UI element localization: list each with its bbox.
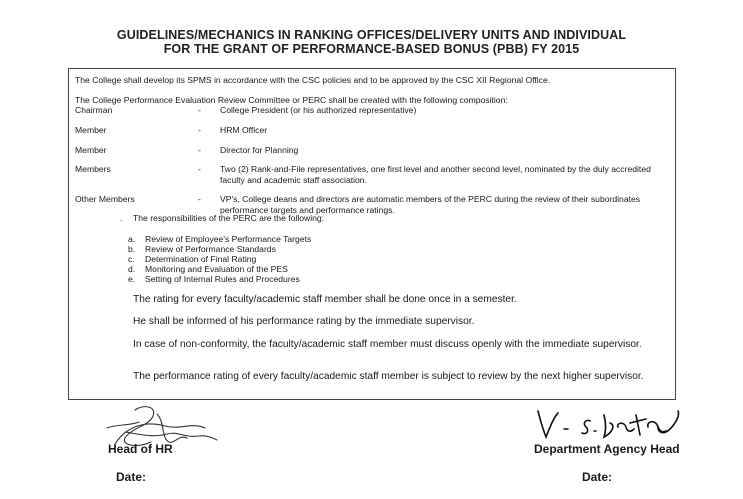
composition-desc-planning: Director for Planning bbox=[220, 145, 299, 155]
responsibility-item: Setting of Internal Rules and Procedures bbox=[145, 274, 300, 284]
composition-role-member-planning: Member bbox=[75, 145, 107, 155]
intro-paragraph-1: The College shall develop its SPMS in accordance with the CSC policies and to be approved by the CSC XII Regional Office. bbox=[75, 75, 551, 85]
responsibility-item: Monitoring and Evaluation of the PES bbox=[145, 264, 288, 274]
composition-role-member-hrm: Member bbox=[75, 125, 107, 135]
composition-separator: - bbox=[198, 164, 201, 174]
composition-role-chairman: Chairman bbox=[75, 105, 113, 115]
responsibility-item: Determination of Final Rating bbox=[145, 254, 257, 264]
composition-separator: - bbox=[198, 125, 201, 135]
head-of-hr-label: Head of HR bbox=[108, 442, 173, 456]
composition-separator: - bbox=[198, 145, 201, 155]
department-head-date-label: Date: bbox=[582, 470, 613, 484]
responsibility-letter: d. bbox=[128, 264, 136, 274]
composition-desc-members: Two (2) Rank-and-File representatives, one first level and another second level, nominated by the duly accredited faculty and academic staff association. bbox=[220, 164, 651, 185]
head-of-hr-date-label: Date: bbox=[116, 470, 147, 484]
document-title-line-1: GUIDELINES/MECHANICS IN RANKING OFFICES/DELIVERY UNITS AND INDIVIDUAL bbox=[116, 28, 627, 42]
statement-informed: He shall be informed of his performance rating by the immediate supervisor. bbox=[133, 316, 475, 327]
composition-desc-other-members: VP's, College deans and directors are automatic members of the PERC during the review of their subordinates performance targets and performance ratings. bbox=[220, 194, 641, 215]
composition-role-other-members: Other Members bbox=[75, 194, 135, 204]
intro-paragraph-2: The College Performance Evaluation Review Committee or PERC shall be created with the following composition: bbox=[75, 95, 508, 105]
document-title-line-2: FOR THE GRANT OF PERFORMANCE-BASED BONUS (PBB) FY 2015 bbox=[163, 42, 580, 56]
department-agency-head-label: Department Agency Head bbox=[534, 442, 680, 456]
statement-non-conformity: In case of non-conformity, the faculty/academic staff member must discuss openly with the immediate supervisor. bbox=[133, 339, 642, 350]
statement-rating-frequency: The rating for every faculty/academic staff member shall be done once in a semester. bbox=[133, 294, 517, 305]
composition-separator: - bbox=[198, 194, 201, 204]
composition-role-members: Members bbox=[75, 164, 111, 174]
responsibilities-intro: The responsibilities of the PERC are the following: bbox=[133, 213, 325, 223]
responsibility-letter: a. bbox=[128, 234, 136, 244]
bullet-dot: . bbox=[120, 213, 123, 223]
statement-review: The performance rating of every faculty/academic staff member is subject to review by the next higher supervisor. bbox=[133, 371, 644, 382]
responsibility-letter: c. bbox=[128, 254, 135, 264]
composition-desc-hrm: HRM Officer bbox=[220, 125, 268, 135]
responsibility-letter: e. bbox=[128, 274, 136, 284]
composition-separator: - bbox=[198, 105, 201, 115]
department-head-signature bbox=[530, 405, 690, 445]
responsibility-item: Review of Performance Standards bbox=[145, 244, 276, 254]
responsibility-letter: b. bbox=[128, 244, 136, 254]
composition-desc-chairman: College President (or his authorized representative) bbox=[220, 105, 417, 115]
responsibility-item: Review of Employee's Performance Targets bbox=[145, 234, 312, 244]
